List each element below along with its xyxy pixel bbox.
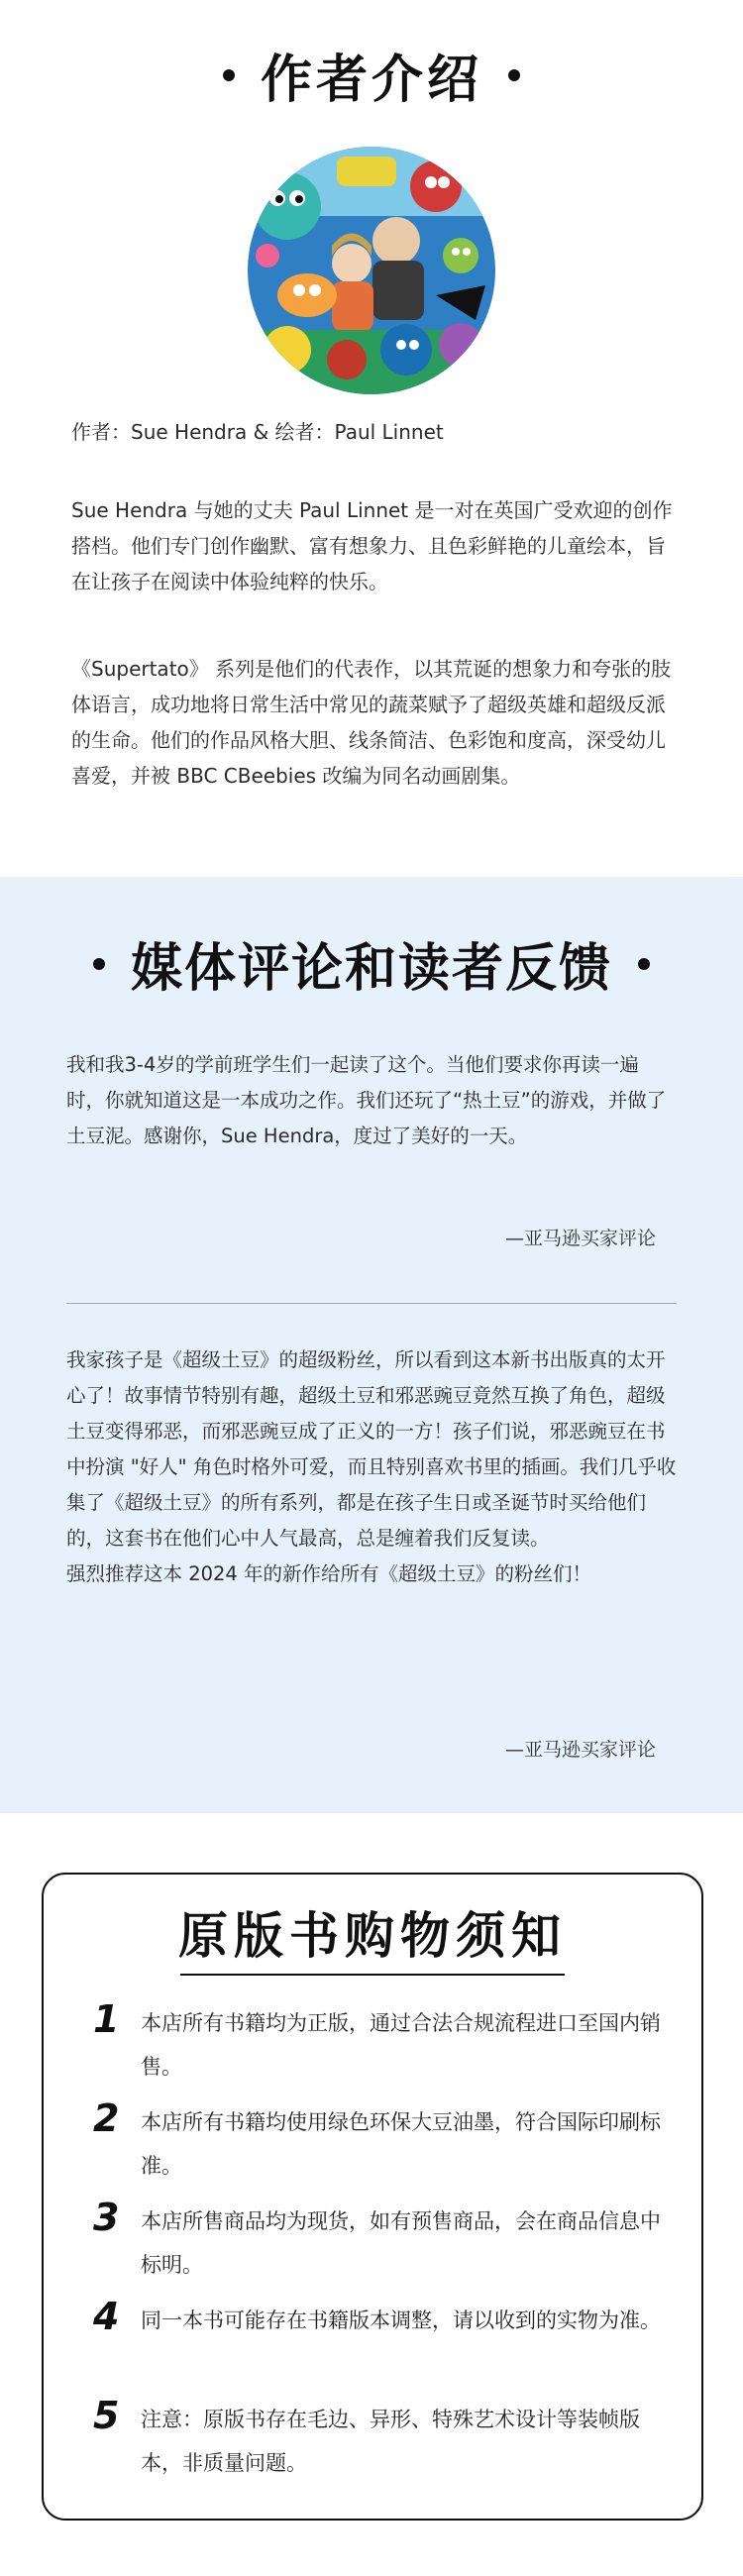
reviews-section-title: 媒体评论和读者反馈 (0, 926, 743, 1001)
review-source: —亚马逊买家评论 (504, 1228, 656, 1249)
author-intro-paragraph: Sue Hendra 与她的丈夫 Paul Linnet 是一对在英国广受欢迎的创作搭档。他们专门创作幽默、富有想象力、且色彩鲜艳的儿童绘本，旨在让孩子在阅读中体验纯粹的快乐。 (71, 498, 673, 593)
author-photo (248, 147, 495, 394)
author-works-paragraph: 《Supertato》 系列是他们的代表作，以其荒诞的想象力和夸张的肢体语言，成功地将日常生活中常见的蔬菜赋予了超级英雄和超级反派的生命。他们的作品风格大胆、线条简洁、色彩饱和度高，深受幼儿喜爱，并被 BBC CBeebies 改编为同名动画剧集。 (71, 657, 672, 788)
notice-item-number: 1 (93, 1997, 120, 2041)
review-divider (66, 1303, 677, 1304)
bullet-dot-icon (508, 69, 520, 81)
notice-item-number: 5 (93, 2394, 120, 2437)
notice-item-number: 3 (93, 2196, 120, 2239)
notice-item-number: 2 (93, 2096, 120, 2140)
bullet-dot-icon (93, 958, 105, 970)
reviews-section (0, 877, 743, 1813)
shopping-notice-box (42, 1873, 703, 2521)
notice-item-text: 本店所有书籍均为正版，通过合法合规流程进口至国内销售。 (141, 2011, 661, 2079)
bullet-dot-icon (223, 69, 235, 81)
notice-item-number: 4 (93, 2295, 120, 2338)
author-section-title: 作者介绍 (0, 38, 743, 112)
notice-item-text: 注意：原版书存在毛边、异形、特殊艺术设计等装帧版本，非质量问题。 (141, 2408, 640, 2475)
shopping-notice-title: 原版书购物须知 (178, 1907, 567, 1965)
bullet-dot-icon (638, 958, 650, 970)
notice-item-text: 同一本书可能存在书籍版本调整，请以收到的实物为准。 (141, 2308, 661, 2332)
notice-item-text: 本店所售商品均为现货，如有预售商品，会在商品信息中标明。 (141, 2209, 661, 2277)
author-byline: 作者：Sue Hendra & 绘者：Paul Linnet (71, 420, 444, 444)
author-section (0, 0, 743, 877)
review-text: 我家孩子是《超级土豆》的超级粉丝，所以看到这本新书出版真的太开心了！故事情节特别有趣，超级土豆和邪恶豌豆竟然互换了角色，超级土豆变得邪恶，而邪恶豌豆成了正义的一方！孩子们说，邪恶豌豆在书中扮演 "好人" 角色时格外可爱，而且特别喜欢书里的插画。我们几乎收集了《超级土豆》的所有系列，都是在孩子生日或圣诞节时买给他们的，这套书在他们心中人气最高，总是缠着我们反复读。 强烈推荐这本 2024 年的新作给所有《超级土豆》的粉丝们！ (66, 1348, 677, 1585)
review-source: —亚马逊买家评论 (504, 1739, 656, 1761)
author-photo-illustration (248, 147, 495, 394)
review-text: 我和我3-4岁的学前班学生们一起读了这个。当他们要求你再读一遍时，你就知道这是一本成功之作。我们还玩了“热土豆”的游戏，并做了土豆泥。感谢你，Sue Hendra，度过了美好的一天。 (66, 1053, 667, 1147)
notice-item-text: 本店所有书籍均使用绿色环保大豆油墨，符合国际印刷标准。 (141, 2110, 661, 2178)
title-underline (180, 1974, 565, 1976)
